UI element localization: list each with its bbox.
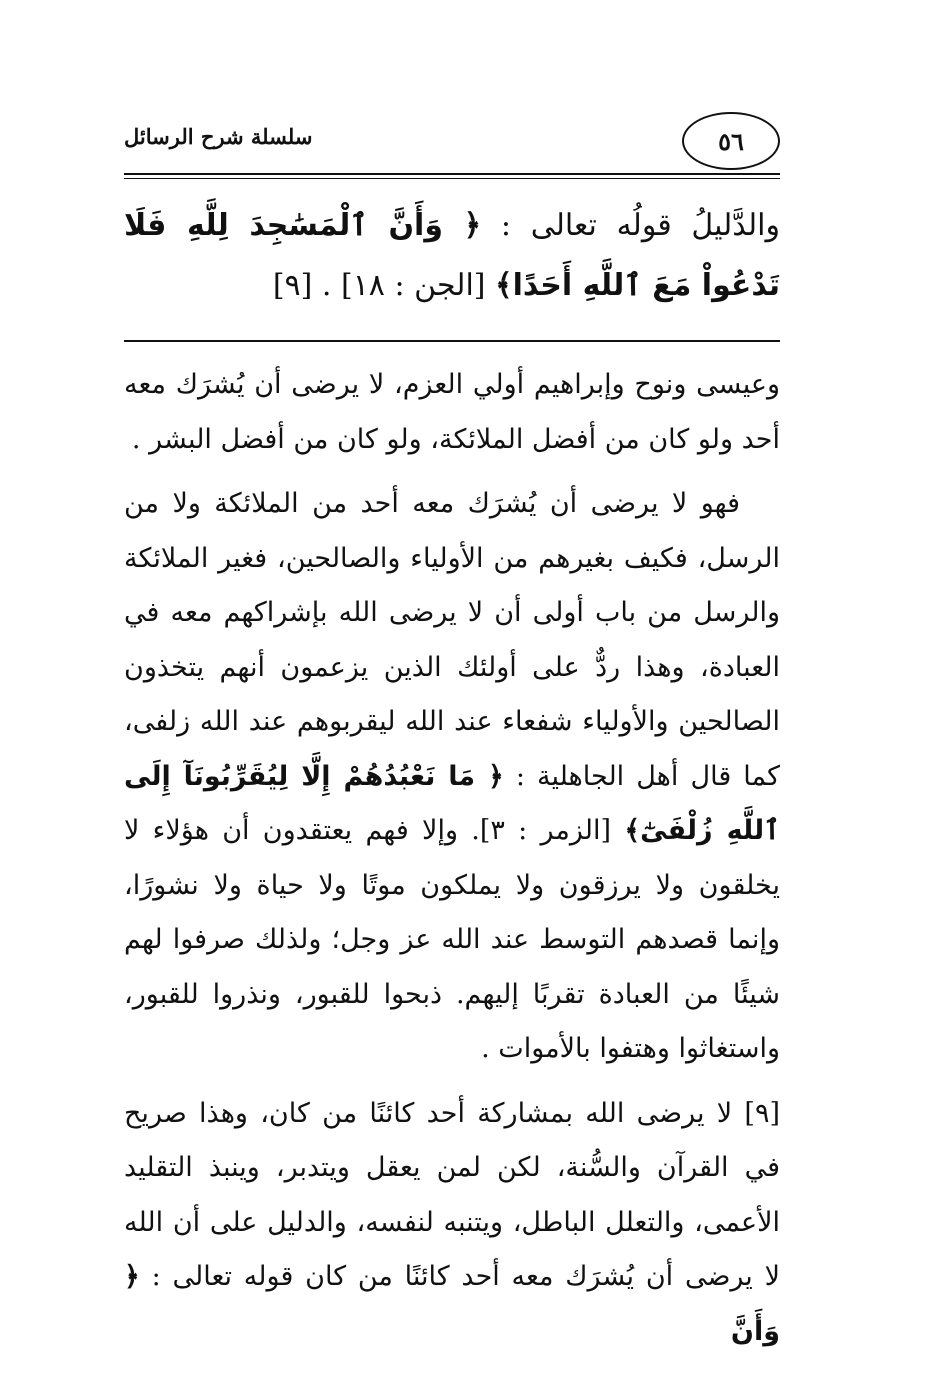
page-number: ٥٦ (682, 112, 780, 170)
main-text-paragraph (124, 196, 780, 316)
verse-reference: [الجن : ١٨] . [٩] (272, 268, 496, 303)
header-divider-thin (124, 178, 780, 179)
commentary-text: [٩] لا يرضى الله بمشاركة أحد كائنًا من كان، وهذا صريح في القرآن والسُّنة، لكن لمن يعقل ويتدبر، وينبذ التقليد الأعمى، والتعلل الباطل، ويتنبه لنفسه، والدليل على أن الله لا يرضى أن يُشرَك معه أحد كائنًا من كان قوله تعالى : (124, 1097, 780, 1292)
commentary (124, 358, 780, 1359)
main-text (124, 196, 780, 316)
quran-verse: ﴿ وَأَنَّ ٱلْمَسَٰجِدَ لِلَّهِ فَلَا تَدْعُواْ مَعَ ٱللَّهِ أَحَدًا﴾ (124, 208, 780, 303)
commentary-text: فهو لا يرضى أن يُشرَك معه أحد من الملائكة ولا من الرسل، فكيف بغيرهم من الأولياء والصالحين، فغير الملائكة والرسل من باب أولى أن لا يرضى الله بإشراكهم معه في العبادة، وهذا ردٌّ على أولئك الذين يزعمون أنهم يتخذون الصالحين والأولياء شفعاء عند الله ليقربوهم عند الله زلفى، كما قال أهل الجاهلية : (124, 488, 780, 792)
quran-verse: ﴿ مَا نَعْبُدُهُمْ إِلَّا لِيُقَرِّبُونَآ إِلَى ٱللَّهِ زُلْفَىٰٓ﴾ (124, 760, 781, 846)
main-text-intro: والدَّليلُ قولُه تعالى : (481, 208, 780, 243)
header-divider (124, 173, 780, 175)
commentary-paragraph-2 (124, 477, 780, 1077)
main-text-divider (124, 340, 780, 342)
series-title: سلسلة شرح الرسائل (124, 124, 313, 149)
quran-verse: ﴿ وَأَنَّ (124, 1261, 780, 1347)
commentary-text: [الزمر : ٣]. وإلا فهم يعتقدون أن هؤلاء لا يخلقون ولا يرزقون ولا يملكون موتًا ولا حياة ولا نشورًا، وإنما قصدهم التوسط عند الله عز وجل؛ ولذلك صرفوا لهم شيئًا من العبادة تقربًا إليهم. ذبحوا للقبور، ونذروا للقبور، واستغاثوا وهتفوا بالأموات . (124, 815, 780, 1064)
commentary-paragraph-3 (124, 1087, 780, 1360)
page-header (124, 112, 788, 174)
commentary-paragraph-1: وعيسى ونوح وإبراهيم أولي العزم، لا يرضى أن يُشرَك معه أحد ولو كان من أفضل الملائكة، ولو كان من أفضل البشر . (124, 369, 780, 455)
